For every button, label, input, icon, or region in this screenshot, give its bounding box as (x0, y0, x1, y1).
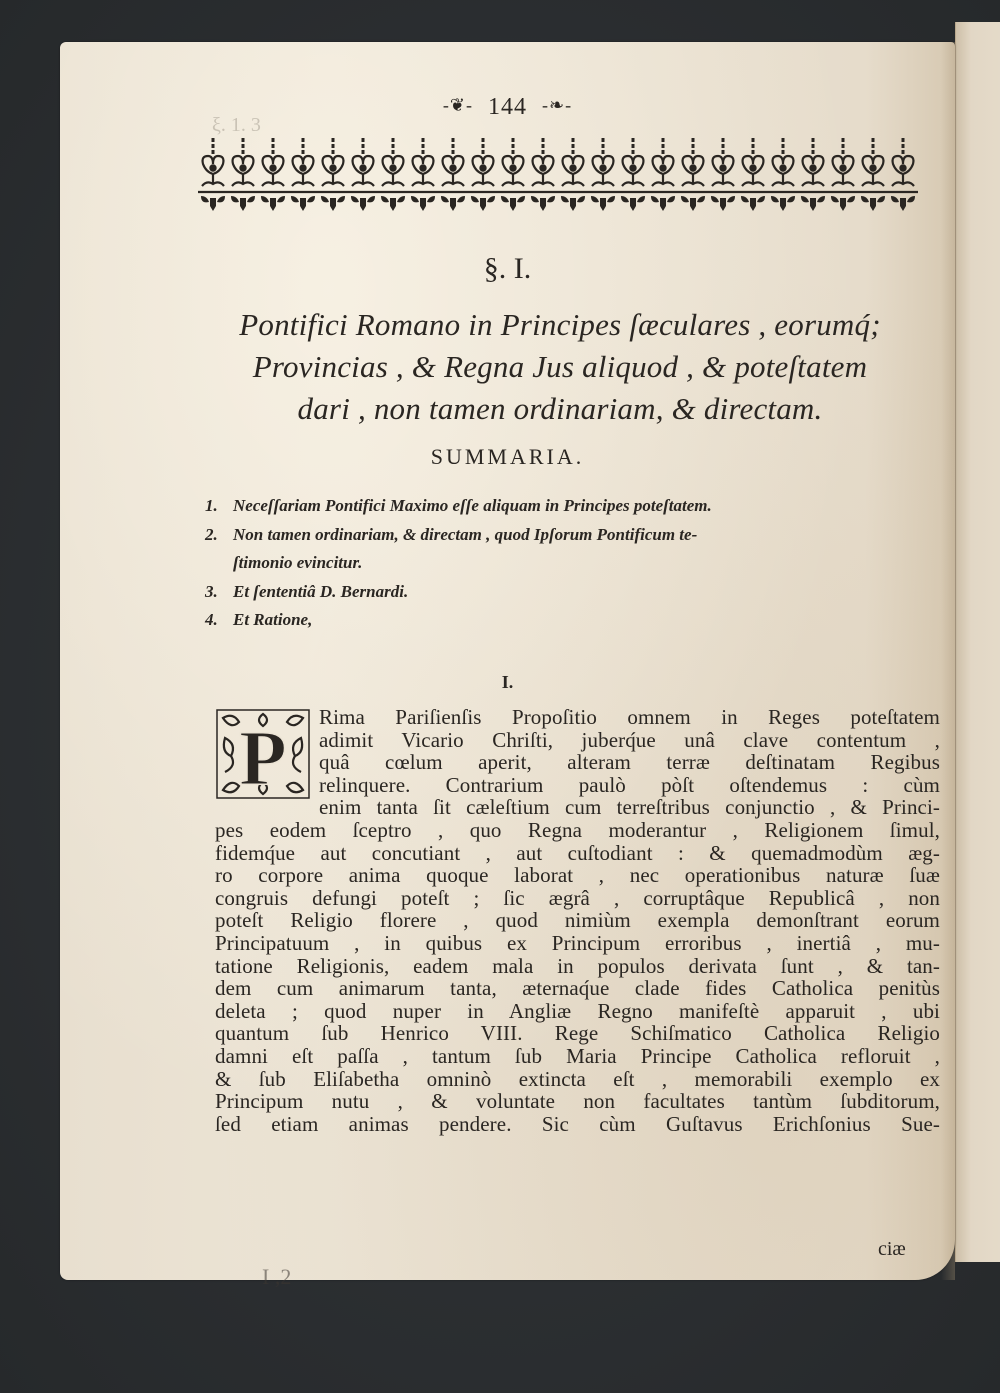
paragraph-number: I. (501, 672, 514, 692)
headpiece-ornament-unit (648, 138, 678, 211)
signature-mark: I ,2 (262, 1264, 292, 1289)
title-line: Pontifici Romano in Principes ſæculares , eorumq́; (239, 307, 881, 342)
headpiece-ornament-unit (258, 138, 288, 211)
book-page (60, 42, 955, 1289)
headpiece-ornament-unit (498, 138, 528, 211)
summary-item (205, 492, 945, 521)
headpiece-ornament-unit (228, 138, 258, 211)
body-line: pes eodem ſceptro , quo Regna moderantur , Religionem ſimul, (215, 817, 940, 842)
drop-cap-p-icon (215, 708, 311, 800)
title-line: Provincias , & Regna Jus aliquod , & poteſtatem (252, 349, 868, 384)
body-line: quâ cœlum aperit, alteram terræ deſtinatam Regibus (319, 750, 940, 775)
body-line: ſed etiam animas pendere. Sic cùm Guſtavus Erichſonius Sue- (215, 1111, 940, 1136)
summary-text: Et Ratione, (233, 610, 313, 629)
summary-item (205, 578, 945, 607)
headpiece-ornament-unit (858, 138, 888, 211)
body-line: tatione Religionis, eadem mala in populos derivata ſunt , & tan- (215, 953, 940, 978)
summary-text: Neceſſariam Pontifici Maximo eſſe aliquam in Principes poteſtatem. (233, 496, 712, 515)
fleuron-left-icon: -❦- (442, 95, 473, 115)
body-line: Principatuum , in quibus ex Principum erroribus , inertiâ , mu- (215, 930, 940, 955)
headpiece-ornament-unit (738, 138, 768, 211)
headpiece-ornament-unit (618, 138, 648, 211)
summary-list (205, 492, 945, 635)
headpiece-ornament-unit (408, 138, 438, 211)
headpiece-ornament-unit (768, 138, 798, 211)
body-line: poteſt Religio florere , quod nimiùm exempla demonſtrant eorum (215, 908, 940, 933)
headpiece-ornament-unit (798, 138, 828, 211)
summary-text: Et ſententiâ D. Bernardi. (233, 581, 409, 601)
headpiece-ornament-unit (708, 138, 738, 211)
summary-item (205, 521, 945, 578)
svg-text:P: P (239, 714, 287, 800)
body-line: deleta ; quod nuper in Angliæ Regno manifeſtè apparuit , ubi (215, 998, 940, 1023)
headpiece-ornament-unit (288, 138, 318, 211)
running-head (60, 94, 955, 121)
bleed-through-mark: ξ. 1. 3 (212, 114, 261, 136)
title-line: dari , non tamen ordinariam, & directam. (297, 391, 823, 426)
body-line: dem cum animarum tanta, æternaq́ue clade fides Catholica penitùs (215, 976, 940, 1001)
chapter-title (190, 304, 930, 430)
headpiece-ornament-unit (558, 138, 588, 211)
catchword: ciæ (878, 1238, 906, 1260)
ornamental-headpiece-icon (198, 134, 918, 214)
body-line: & ſub Eliſabetha omninò extincta eſt , memorabili exemplo ex (215, 1066, 940, 1091)
summary-item (205, 606, 945, 635)
summary-number: 4. (205, 610, 218, 629)
body-text (215, 706, 940, 1135)
body-line: Rima Pariſienſis Propoſitio omnem in Reges poteſtatem (319, 705, 940, 729)
headpiece-ornament-unit (438, 138, 468, 211)
body-line: adimit Vicario Chriſti, juberq́ue unâ clave contentum , (319, 727, 940, 752)
summary-number: 1. (205, 496, 218, 515)
body-line: congruis defungi poteſt ; ſic ægrâ , corruptâque Republicâ , non (215, 885, 940, 910)
headpiece-ornament-unit (678, 138, 708, 211)
body-line: relinquere. Contrarium paulò pòſt oſtendemus : cùm (319, 772, 940, 797)
fleuron-right-icon: -❧- (542, 95, 573, 115)
headpiece-ornament-unit (198, 138, 228, 211)
body-line: Principum nutu , & voluntate non facultates tantùm ſubditorum, (215, 1089, 940, 1114)
headpiece-ornament-unit (828, 138, 858, 211)
body-line: damni eſt paſſa , tantum ſub Maria Principe Catholica refloruit , (215, 1043, 940, 1068)
headpiece-ornament-unit (468, 138, 498, 211)
body-line: enim tanta ſit cæleſtium cum terreſtribus conjunctio , & Princi- (319, 795, 940, 820)
page-number: 144 (488, 94, 527, 120)
facing-page-edge (955, 22, 1000, 1262)
headpiece-ornament-unit (318, 138, 348, 211)
body-line: fidemq́ue aut concutiant , aut cuſtodiant : & quemadmodùm æg- (215, 840, 940, 865)
headpiece-ornament-unit (348, 138, 378, 211)
summary-number: 2. (205, 524, 218, 544)
summary-number: 3. (205, 581, 218, 601)
body-line: ro corpore anima quoque laborat , nec operationibus naturæ ſuæ (215, 863, 940, 888)
headpiece-ornament-unit (528, 138, 558, 211)
body-line: quantum ſub Henrico VIII. Rege Schiſmatico Catholica Religio (215, 1021, 940, 1046)
summary-text: ſtimonio evincitur. (233, 553, 363, 572)
headpiece-ornament-unit (588, 138, 618, 211)
section-mark: §. I. (483, 252, 532, 285)
headpiece-ornament-unit (378, 138, 408, 211)
summaria-heading: SUMMARIA. (430, 444, 585, 469)
summary-text: Non tamen ordinariam, & directam , quod Ipſorum Pontificum te- (233, 524, 698, 544)
headpiece-ornament-unit (888, 138, 918, 211)
